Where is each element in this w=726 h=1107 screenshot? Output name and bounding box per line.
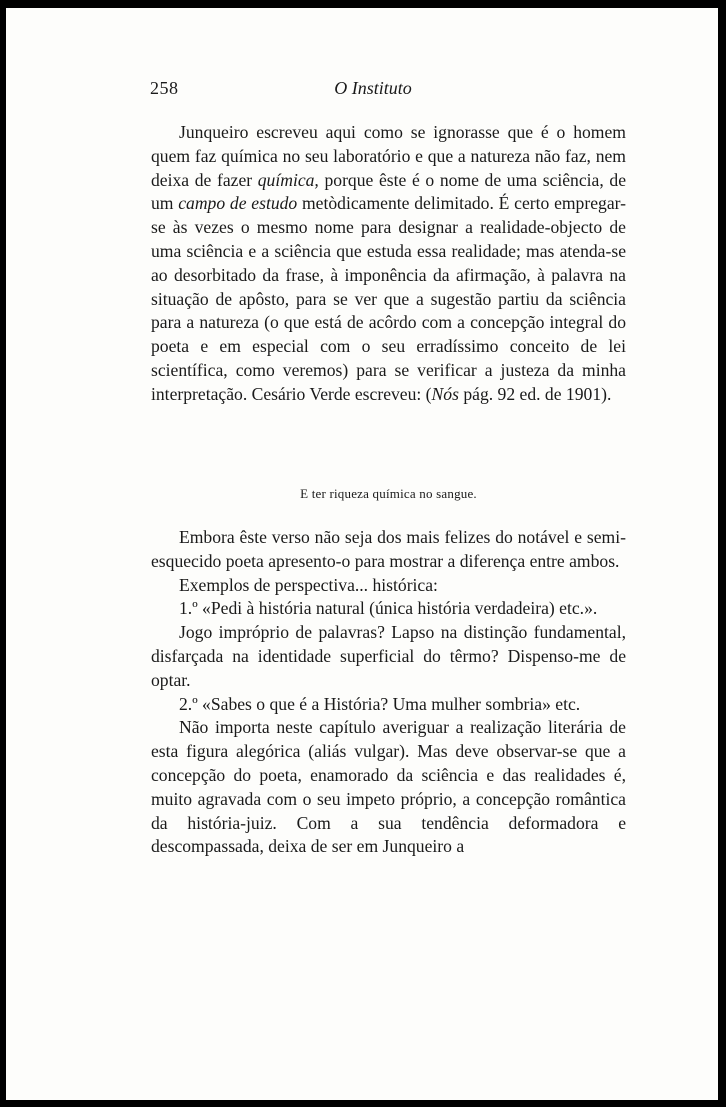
italic-campo-de-estudo: campo de estudo	[178, 193, 298, 214]
paragraph-6: 2.º «Sabes o que é a História? Uma mulher sombria» etc.	[179, 693, 581, 714]
book-page	[6, 8, 718, 1100]
paragraph-7: Não importa neste capítulo averiguar a realização literária de esta figura alegórica (aliás vulgar). Mas deve observar-se que a concepção do poeta, enamorado da sciência e das realidades é, muito agravada com o seu impeto próprio, a concepção romântica da história-juiz. Com a sua tendência deformadora e descompassada, deixa de ser em Junqueiro a	[151, 717, 626, 857]
page-number: 258	[150, 78, 179, 98]
italic-nos: Nós	[431, 383, 459, 404]
paragraph-1: Junqueiro escreveu aqui como se ignorasse que é o homem quem faz química no seu laboratório e que a natureza não faz, nem deixa de fazer química, porque êste é o nome de uma sciência, de um campo de estudo metòdicamente delimitado. É certo empregar-se às vezes o mesmo nome para designar a realidade-objecto de uma sciência e a sciência que estuda essa realidade; mas atenda-se ao desorbitado da frase, à imponência da afirmação, à palavra na situação de apôsto, para se ver que a sugestão partiu da sciência para a natureza (o que está de acôrdo com a concepção integral do poeta e em especial com o seu erradíssimo conceito de lei scientífica, como veremos) para se verificar a justeza da minha interpretação. Cesário Verde escreveu: (Nós pág. 92 ed. de 1901).	[151, 122, 626, 404]
paragraph-2: Embora êste verso não seja dos mais felizes do notável e semi-esquecido poeta apresento-o para mostrar a diferença entre ambos.	[151, 527, 626, 571]
paragraph-5: Jogo impróprio de palavras? Lapso na distinção fundamental, disfarçada na identidade superficial do têrmo? Dispenso-me de optar.	[151, 622, 626, 690]
journal-title: O Instituto	[334, 78, 412, 98]
body-text-bottom	[151, 526, 626, 859]
running-head	[150, 78, 596, 104]
verse-quote: E ter riqueza química no sangue.	[300, 486, 477, 501]
body-text-top	[151, 121, 626, 407]
paragraph-4: 1.º «Pedi à história natural (única história verdadeira) etc.».	[179, 598, 598, 619]
paragraph-3: Exemplos de perspectiva... histórica:	[179, 574, 438, 595]
italic-quimica: química,	[257, 169, 319, 190]
